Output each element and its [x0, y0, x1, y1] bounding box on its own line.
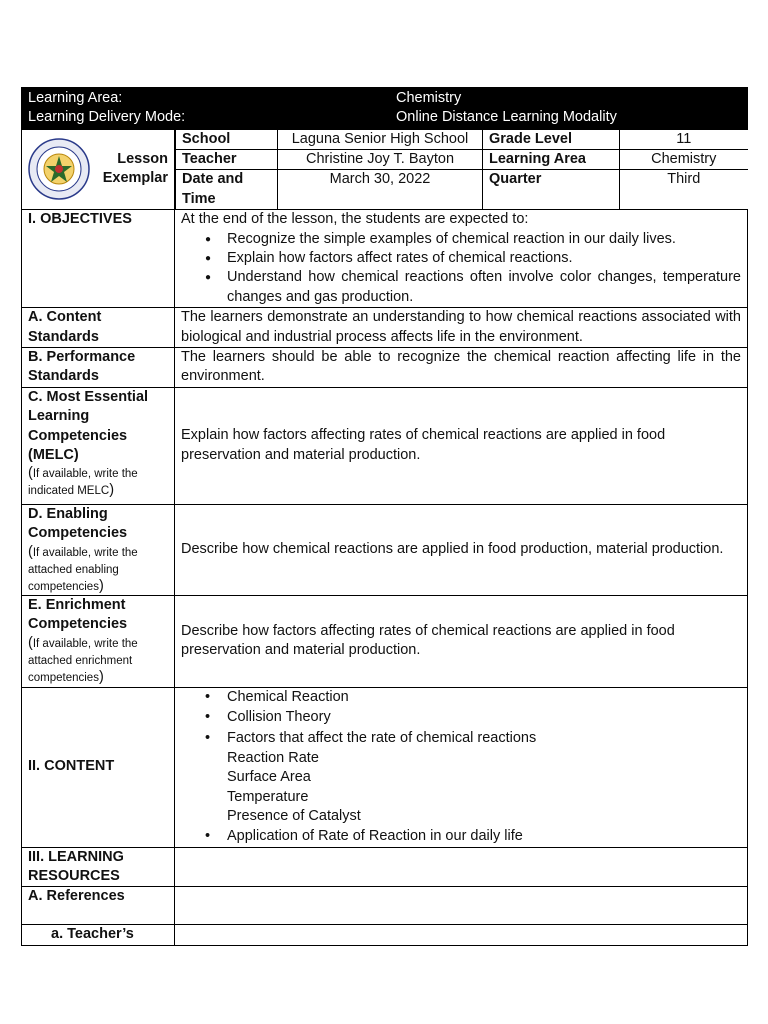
- enrichment-row: [22, 595, 748, 687]
- grade-level-label: Grade Level: [483, 129, 620, 149]
- references-cell: [175, 887, 748, 925]
- enabling-row: [22, 504, 748, 595]
- learning-area-info-value: Chemistry: [620, 149, 748, 169]
- enabling-label-line-1: D. Enabling: [28, 505, 108, 522]
- performance-standards-text: The learners should be able to recognize the chemical reaction affecting life in the environment.: [175, 347, 748, 387]
- content-list: [181, 688, 741, 847]
- school-value: Laguna Senior High School: [278, 129, 483, 149]
- learning-resources-label-line-1: III. LEARNING: [28, 848, 124, 865]
- objectives-cell: [175, 210, 748, 308]
- enrichment-label-line-2: Competencies: [28, 616, 128, 633]
- delivery-mode-value: Online Distance Learning Modality: [396, 109, 617, 125]
- lesson-exemplar-document: [21, 87, 747, 946]
- title-cell: [22, 130, 175, 210]
- learning-resources-label: [22, 847, 175, 887]
- learning-resources-label-line-2: RESOURCES: [28, 867, 120, 884]
- content-item: • Collision Theory: [227, 708, 741, 728]
- melc-label-line-3: Competencies: [28, 427, 128, 444]
- melc-label-line-4: (MELC): [28, 447, 79, 463]
- content-subitem: Surface Area: [227, 769, 311, 786]
- content-standards-row: [22, 308, 748, 348]
- teacher-label: Teacher: [176, 149, 278, 169]
- references-label: A. References: [22, 887, 175, 925]
- date-time-label: [176, 170, 278, 209]
- teachers-guide-cell: [175, 925, 748, 945]
- lesson-plan-table: [21, 129, 748, 946]
- title-line-2: Exemplar: [102, 170, 168, 187]
- objectives-row: [22, 210, 748, 308]
- learning-area-info-label: Learning Area: [483, 149, 620, 169]
- melc-label-line-1: C. Most Essential: [28, 388, 149, 405]
- quarter-value: Third: [620, 170, 748, 209]
- content-subitem: Temperature: [227, 788, 309, 805]
- enabling-note-open: (: [28, 543, 33, 560]
- objectives-label: I. OBJECTIVES: [22, 210, 175, 308]
- objective-item: ● Understand how chemical reactions often involve color changes, temperature changes and gas production.: [227, 268, 741, 307]
- melc-label-line-2: Learning: [28, 408, 90, 425]
- references-row: [22, 887, 748, 925]
- objective-item: ● Recognize the simple examples of chemical reaction in our daily lives.: [227, 230, 741, 249]
- objective-item: ● Explain how factors affect rates of chemical reactions.: [227, 249, 741, 268]
- melc-label: [22, 387, 175, 504]
- content-standards-label-line-2: Standards: [28, 328, 99, 345]
- performance-standards-label-line-2: Standards: [28, 368, 99, 385]
- content-row: [22, 687, 748, 847]
- enrichment-text: Describe how factors affecting rates of chemical reactions are applied in food preservation and material production.: [175, 595, 748, 687]
- melc-row: [22, 387, 748, 504]
- content-item: • Chemical Reaction: [227, 688, 741, 708]
- date-label-line-1: Date and: [182, 171, 244, 188]
- info-grid-cell: [175, 130, 748, 210]
- melc-note-close: ): [109, 482, 115, 499]
- learning-resources-cell: [175, 847, 748, 887]
- objectives-intro: At the end of the lesson, the students are expected to:: [181, 211, 529, 228]
- performance-standards-row: [22, 347, 748, 387]
- learning-area-label: Learning Area:: [28, 90, 123, 106]
- melc-note-text: If available, write the indicated MELC: [28, 468, 138, 498]
- delivery-mode-label: Learning Delivery Mode:: [28, 109, 186, 125]
- content-item: • Application of Rate of Reaction in our daily life: [227, 827, 741, 847]
- content-label: II. CONTENT: [22, 687, 175, 847]
- school-seal-icon: [28, 138, 90, 200]
- enrichment-note-text: If available, write the attached enrichment competencies: [28, 637, 138, 684]
- melc-note-open: (: [28, 465, 33, 482]
- teacher-value: Christine Joy T. Bayton: [278, 149, 483, 169]
- content-subitem: Presence of Catalyst: [227, 808, 361, 825]
- content-standards-label: [22, 308, 175, 348]
- enabling-label: [22, 504, 175, 595]
- school-label: School: [176, 129, 278, 149]
- content-cell: [175, 687, 748, 847]
- content-standards-text: The learners demonstrate an understanding to how chemical reactions associated with biological and industrial process affects life in the environment.: [175, 308, 748, 348]
- content-standards-label-line-1: A. Content: [28, 309, 102, 326]
- info-row: [22, 130, 748, 210]
- melc-note: [28, 465, 168, 499]
- performance-standards-label-line-1: B. Performance: [28, 348, 136, 365]
- content-subitem: Reaction Rate: [227, 749, 319, 766]
- date-value: March 30, 2022: [278, 170, 483, 209]
- content-item: • Factors that affect the rate of chemical reactions: [227, 729, 741, 749]
- learning-area-value: Chemistry: [396, 90, 462, 106]
- teachers-guide-row: [22, 925, 748, 945]
- quarter-label: Quarter: [483, 170, 620, 209]
- enabling-note: [28, 544, 168, 595]
- document-header-bar: [21, 87, 748, 129]
- melc-text: Explain how factors affecting rates of chemical reactions are applied in food preservation and material production.: [175, 387, 748, 504]
- enrichment-label-line-1: E. Enrichment: [28, 596, 126, 613]
- objectives-list: [181, 230, 741, 308]
- enabling-label-line-2: Competencies: [28, 525, 128, 542]
- enrichment-note: [28, 635, 168, 686]
- teachers-guide-label: a. Teacher’s: [22, 925, 175, 945]
- enrichment-note-open: (: [28, 634, 33, 651]
- date-label-line-2: Time: [182, 190, 216, 207]
- performance-standards-label: [22, 347, 175, 387]
- learning-resources-row: [22, 847, 748, 887]
- title-line-1: Lesson: [117, 151, 168, 167]
- enrichment-note-close: ): [98, 668, 104, 685]
- enabling-text: Describe how chemical reactions are applied in food production, material production.: [175, 504, 748, 595]
- enrichment-label: [22, 595, 175, 687]
- info-grid: [175, 129, 748, 210]
- enabling-note-text: If available, write the attached enabling competencies: [28, 546, 138, 593]
- enabling-note-close: ): [98, 577, 104, 594]
- grade-level-value: 11: [620, 129, 748, 149]
